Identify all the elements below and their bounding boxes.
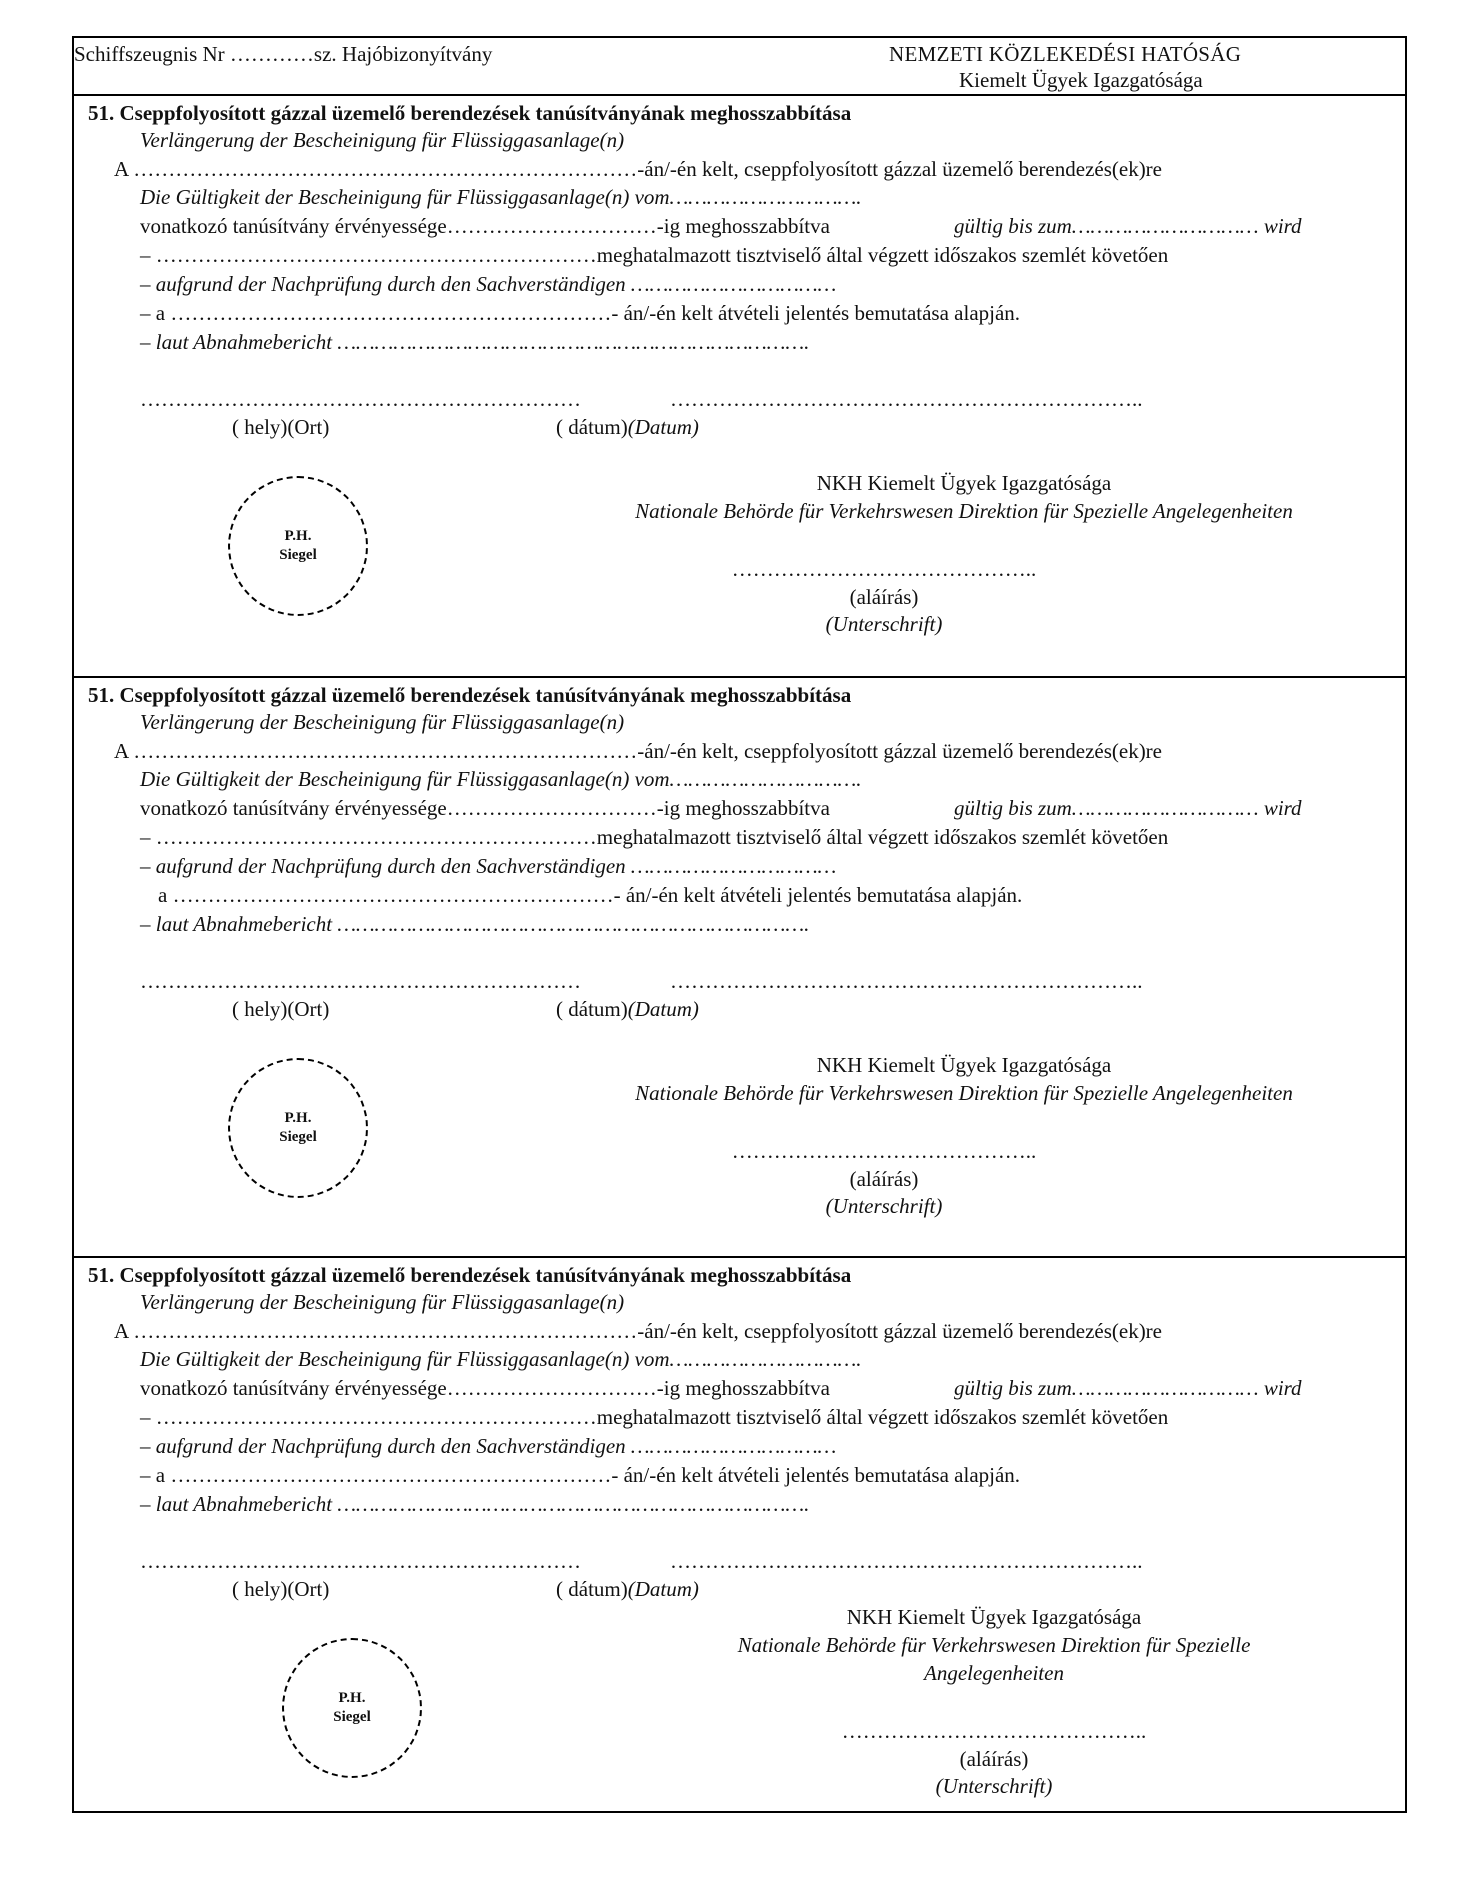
place-field[interactable]: ……………………………………………………… — [140, 387, 581, 411]
signing-authority: NKH Kiemelt Ügyek Igazgatósága — [816, 471, 1112, 495]
extension-section-3 — [74, 1258, 1405, 1811]
stamp-text: P.H. — [338, 1690, 366, 1706]
stamp-circle — [228, 476, 368, 616]
place-field[interactable]: ……………………………………………………… — [140, 969, 581, 993]
date-field[interactable]: ………………………………………………………….. — [670, 969, 1143, 993]
signature-field[interactable]: …………………………………….. — [731, 557, 1037, 581]
inspection-line-de[interactable]: – aufgrund der Nachprüfung durch den Sachverständigen …………………………… — [140, 272, 837, 296]
stamp-text-de: Siegel — [279, 547, 317, 563]
issue-date-line[interactable]: A ………………………………………………………………-án/-én kelt, cseppfolyosított gázzal üzemelő berendezés(ek)re — [114, 157, 1163, 181]
inspection-line[interactable]: – ………………………………………………………meghatalmazott tisztviselő által végzett időszakos szemlét követően — [140, 1405, 1169, 1429]
inspection-line-de[interactable]: – aufgrund der Nachprüfung durch den Sachverständigen …………………………… — [140, 854, 837, 878]
place-label: ( hely)(Ort) — [232, 997, 330, 1021]
signature-label: (aláírás) — [849, 585, 919, 609]
date-field[interactable]: ………………………………………………………….. — [670, 1549, 1143, 1573]
report-line-de[interactable]: – laut Abnahmebericht …………………………………………………………………. — [140, 912, 810, 936]
validity-line[interactable]: vonatkozó tanúsítvány érvényessége…………………………-ig meghosszabbítva — [140, 796, 830, 820]
issue-date-line-de[interactable]: Die Gültigkeit der Bescheinigung für Flüssiggasanlage(n) vom…………………………. — [140, 185, 862, 209]
authority-name: NEMZETI KÖZLEKEDÉSI HATÓSÁG — [889, 42, 1242, 66]
signing-authority-de: Nationale Behörde für Verkehrswesen Direktion für Spezielle Angelegenheiten — [635, 1081, 1293, 1105]
signature-label-de: (Unterschrift) — [825, 1194, 943, 1218]
signature-label-de: (Unterschrift) — [825, 612, 943, 636]
signature-label: (aláírás) — [959, 1747, 1029, 1771]
date-field[interactable]: ………………………………………………………….. — [670, 387, 1143, 411]
date-label: ( dátum)(Datum) — [556, 997, 699, 1021]
issue-date-line[interactable]: A ………………………………………………………………-án/-én kelt, cseppfolyosított gázzal üzemelő berendezés(ek)re — [114, 739, 1163, 763]
report-line-de[interactable]: – laut Abnahmebericht …………………………………………………………………. — [140, 1492, 810, 1516]
report-line[interactable]: – a ………………………………………………………- án/-én kelt átvételi jelentés bemutatása alapján. — [140, 1463, 1021, 1487]
section-title-de: Verlängerung der Bescheinigung für Flüssiggasanlage(n) — [140, 710, 625, 734]
section-title: 51. Cseppfolyosított gázzal üzemelő berendezések tanúsítványának meghosszabbítása — [88, 683, 852, 707]
place-label: ( hely)(Ort) — [232, 415, 330, 439]
directorate-name: Kiemelt Ügyek Igazgatósága — [959, 68, 1203, 92]
inspection-line[interactable]: – ………………………………………………………meghatalmazott tisztviselő által végzett időszakos szemlét követően — [140, 243, 1169, 267]
signature-field[interactable]: …………………………………….. — [731, 1139, 1037, 1163]
validity-line[interactable]: vonatkozó tanúsítvány érvényessége…………………………-ig meghosszabbítva — [140, 214, 830, 238]
form-header — [74, 38, 1405, 96]
date-label: ( dátum)(Datum) — [556, 1577, 699, 1601]
stamp-text: P.H. — [284, 528, 312, 544]
signature-label: (aláírás) — [849, 1167, 919, 1191]
validity-line-de[interactable]: gültig bis zum………………………… wird — [954, 1376, 1302, 1400]
section-title-de: Verlängerung der Bescheinigung für Flüssiggasanlage(n) — [140, 128, 625, 152]
signature-field[interactable]: …………………………………….. — [841, 1719, 1147, 1743]
validity-line-de[interactable]: gültig bis zum………………………… wird — [954, 214, 1302, 238]
certificate-number-label: Schiffszeugnis Nr …………sz. Hajóbizonyítvány — [74, 42, 493, 66]
signing-authority-de-cont: Angelegenheiten — [924, 1661, 1064, 1685]
stamp-circle — [282, 1638, 422, 1778]
section-title: 51. Cseppfolyosított gázzal üzemelő berendezések tanúsítványának meghosszabbítása — [88, 101, 852, 125]
stamp-text-de: Siegel — [279, 1129, 317, 1145]
certificate-form — [72, 36, 1407, 1813]
inspection-line-de[interactable]: – aufgrund der Nachprüfung durch den Sachverständigen …………………………… — [140, 1434, 837, 1458]
report-line[interactable]: – a ………………………………………………………- án/-én kelt átvételi jelentés bemutatása alapján. — [140, 301, 1021, 325]
place-field[interactable]: ……………………………………………………… — [140, 1549, 581, 1573]
inspection-line[interactable]: – ………………………………………………………meghatalmazott tisztviselő által végzett időszakos szemlét követően — [140, 825, 1169, 849]
issue-date-line-de[interactable]: Die Gültigkeit der Bescheinigung für Flüssiggasanlage(n) vom…………………………. — [140, 767, 862, 791]
date-label: ( dátum)(Datum) — [556, 415, 699, 439]
section-title-de: Verlängerung der Bescheinigung für Flüssiggasanlage(n) — [140, 1290, 625, 1314]
signing-authority: NKH Kiemelt Ügyek Igazgatósága — [816, 1053, 1112, 1077]
stamp-text: P.H. — [284, 1110, 312, 1126]
signature-label-de: (Unterschrift) — [935, 1774, 1053, 1798]
extension-section-1 — [74, 96, 1405, 678]
stamp-text-de: Siegel — [333, 1709, 371, 1725]
validity-line[interactable]: vonatkozó tanúsítvány érvényessége…………………………-ig meghosszabbítva — [140, 1376, 830, 1400]
signing-authority: NKH Kiemelt Ügyek Igazgatósága — [846, 1605, 1142, 1629]
issue-date-line[interactable]: A ………………………………………………………………-án/-én kelt, cseppfolyosított gázzal üzemelő berendezés(ek)re — [114, 1319, 1163, 1343]
report-line[interactable]: a ………………………………………………………- án/-én kelt átvételi jelentés bemutatása alapján. — [158, 883, 1023, 907]
extension-section-2 — [74, 678, 1405, 1258]
issue-date-line-de[interactable]: Die Gültigkeit der Bescheinigung für Flüssiggasanlage(n) vom…………………………. — [140, 1347, 862, 1371]
stamp-circle — [228, 1058, 368, 1198]
validity-line-de[interactable]: gültig bis zum………………………… wird — [954, 796, 1302, 820]
place-label: ( hely)(Ort) — [232, 1577, 330, 1601]
report-line-de[interactable]: – laut Abnahmebericht …………………………………………………………………. — [140, 330, 810, 354]
signing-authority-de: Nationale Behörde für Verkehrswesen Direktion für Spezielle — [737, 1633, 1251, 1657]
section-title: 51. Cseppfolyosított gázzal üzemelő berendezések tanúsítványának meghosszabbítása — [88, 1263, 852, 1287]
signing-authority-de: Nationale Behörde für Verkehrswesen Direktion für Spezielle Angelegenheiten — [635, 499, 1293, 523]
